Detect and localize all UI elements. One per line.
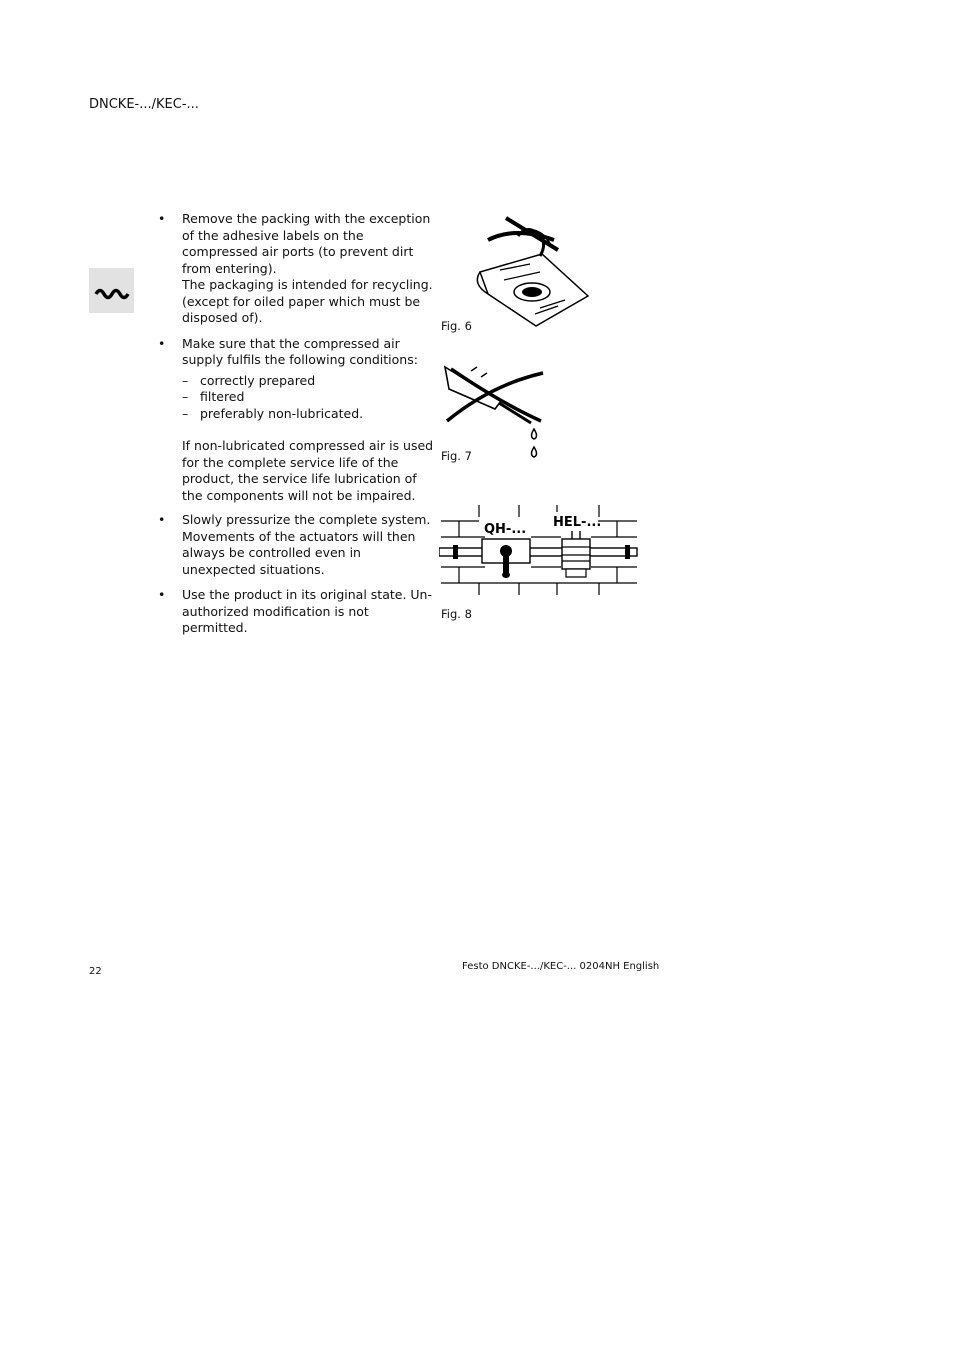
condition-item: – filtered [182, 389, 245, 404]
instruction-text: Make sure that the compressed air supply fulfils the following conditions: [182, 335, 418, 367]
page-header: DNCKE-.../KEC-... [89, 97, 199, 112]
bullet: • [158, 587, 166, 602]
condition-list [182, 373, 434, 423]
page-number: 22 [89, 966, 102, 977]
instruction-text: Slowly pressurize the complete system. [182, 512, 431, 527]
footer-doc-info: Festo DNCKE-.../KEC-... 0204NH English [462, 961, 660, 972]
label-hel: HEL-... [553, 515, 602, 530]
instruction-text: Use the product in its original state. Unauthorized modification is not permitted. [182, 587, 432, 635]
instruction-item [158, 587, 434, 637]
instruction-note: If non-lubricated compressed air is used for the complete service life of the product, the service life lubrication of the components will not be impaired. [182, 438, 434, 503]
instruction-item [158, 211, 434, 327]
label-qh: QH-... [484, 522, 527, 537]
figure-8-valve-illustration [439, 503, 639, 600]
figure-7-caption: Fig. 7 [441, 449, 472, 463]
bullet: • [158, 211, 166, 226]
bullet: • [158, 512, 166, 527]
figure-6-packaging-illustration [470, 210, 595, 328]
condition-item: – correctly prepared [182, 372, 316, 388]
figure-7-lubrication-illustration [441, 363, 551, 463]
bullet: • [158, 335, 166, 351]
figure-6-caption: Fig. 6 [441, 319, 472, 333]
instruction-text: Remove the packing with the exception of the adhesive labels on the compressed air ports (to prevent dirt from entering). [182, 211, 431, 276]
instruction-note: The packaging is intended for recycling. (except for oiled paper which must be disposed of). [182, 277, 433, 325]
instruction-item [158, 512, 434, 578]
instruction-note: Movements of the actuators will then always be controlled even in unexpected situations. [182, 528, 416, 577]
instruction-item [158, 336, 434, 505]
figure-8-caption: Fig. 8 [441, 607, 472, 621]
environment-wave-icon [89, 268, 134, 313]
condition-item: – preferably non-lubricated. [182, 405, 364, 421]
instruction-list [158, 211, 434, 637]
